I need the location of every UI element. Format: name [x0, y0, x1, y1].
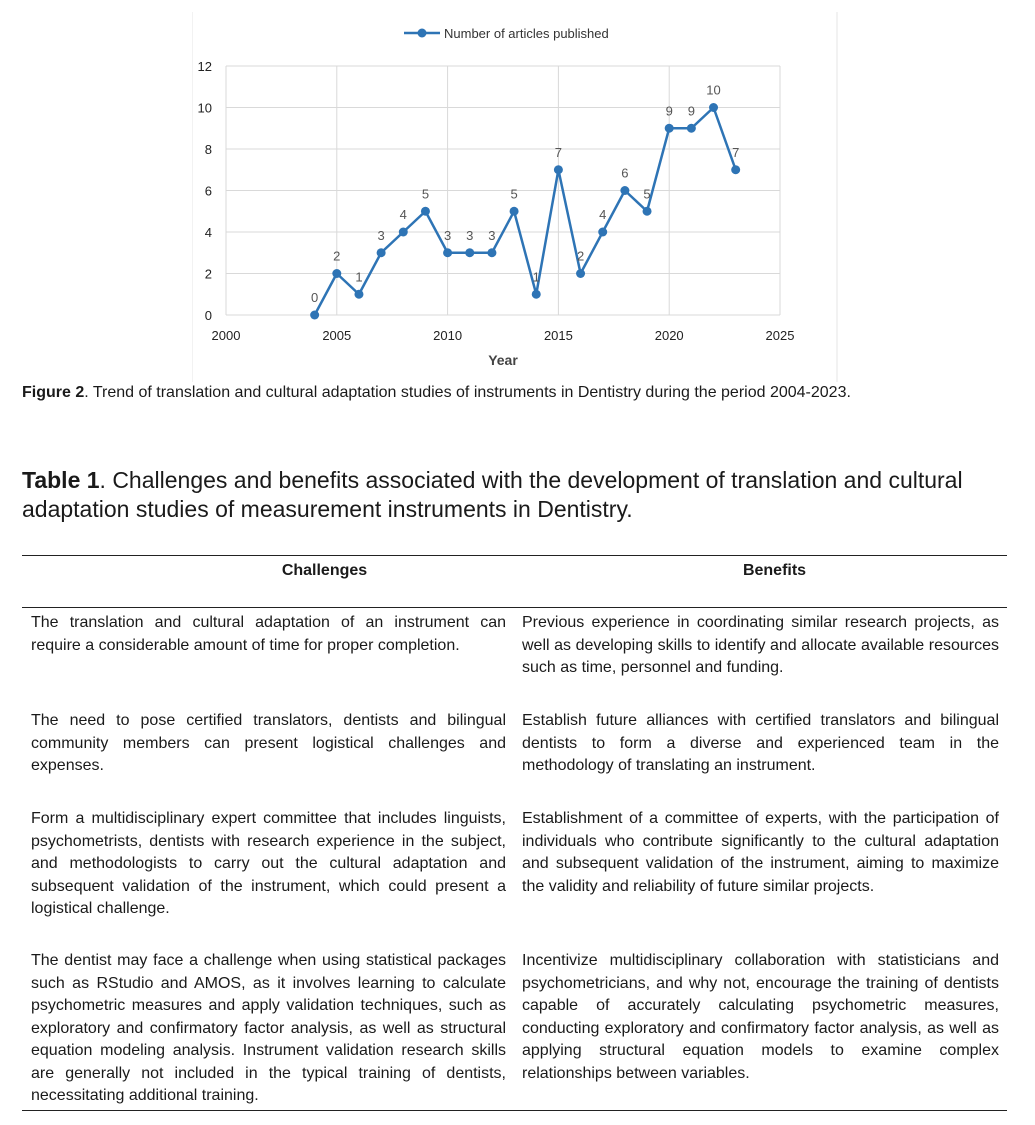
- data-point: [310, 311, 319, 320]
- table-title-label: Table 1: [22, 467, 100, 493]
- table-title: [22, 466, 1017, 524]
- row-2-benefit: Establish future alliances with certified translators and bilingual dentists to form a diverse and experienced team in the methodology of translating an instrument.: [522, 712, 999, 774]
- x-tick-label: 2005: [322, 328, 352, 343]
- table-bottom-rule: [22, 1110, 1007, 1111]
- y-tick-label: 8: [204, 142, 212, 157]
- data-point: [665, 124, 674, 133]
- data-label: 3: [377, 227, 385, 243]
- row-3-benefit: Establishment of a committee of experts, with the participation of individuals who contribute significantly to the cultural adaptation and subsequent validation of the instrument, aiming to maximize the validity and reliability of future similar projects.: [522, 810, 999, 895]
- y-tick-label: 4: [204, 225, 212, 240]
- data-label: 3: [466, 227, 474, 243]
- data-label: 10: [706, 82, 721, 98]
- data-point: [687, 124, 696, 133]
- data-point: [576, 269, 585, 278]
- header-challenges: Challenges: [281, 562, 368, 579]
- data-label: 3: [488, 227, 496, 243]
- y-tick-label: 6: [204, 183, 212, 199]
- data-point: [709, 103, 718, 112]
- series-line: [315, 108, 736, 316]
- data-point: [443, 248, 452, 257]
- row-3-challenge: Form a multidisciplinary expert committee that includes linguists, psychometrists, dentists with research experience in the subject, and methodologists to carry out the cultural adaptation and subsequent validation of the instrument, which could present a logistical challenge.: [31, 810, 506, 917]
- data-label: 4: [599, 207, 607, 222]
- row-4-benefit: Incentivize multidisciplinary collaboration with statisticians and psychometricians, and why not, encourage the training of dentists capable of accurately calculating psychometric measures, conducting exploratory and confirmatory factor analysis, as well as applying structural equation models to examine complex relationships between variables.: [522, 952, 999, 1082]
- data-label: 4: [399, 207, 407, 222]
- data-point: [532, 290, 541, 299]
- x-tick-label: 2025: [765, 328, 795, 343]
- data-point: [554, 165, 563, 174]
- x-tick-label: 2010: [433, 328, 463, 343]
- data-point: [731, 165, 740, 174]
- data-label: 9: [665, 103, 673, 119]
- chart-svg: [192, 12, 838, 382]
- y-tick-label: 12: [197, 59, 212, 74]
- table-top-rule: [22, 555, 1007, 556]
- data-label: 5: [421, 186, 430, 202]
- x-tick-label: 2015: [543, 328, 573, 343]
- data-point: [510, 207, 519, 216]
- y-tick-label: 0: [204, 308, 212, 323]
- data-point: [377, 248, 386, 257]
- data-label: 3: [443, 227, 452, 243]
- header-benefits: Benefits: [742, 562, 807, 579]
- data-label: 6: [621, 165, 629, 181]
- legend-marker: [418, 29, 427, 38]
- x-tick-label: 2020: [654, 328, 684, 343]
- data-point: [421, 207, 430, 216]
- data-point: [598, 228, 607, 237]
- data-point: [465, 248, 474, 257]
- data-point: [354, 290, 363, 299]
- x-axis-label: Year: [488, 352, 518, 368]
- data-label: 2: [333, 248, 341, 264]
- legend-label: Number of articles published: [444, 26, 609, 41]
- data-point: [487, 248, 496, 257]
- data-label: 7: [732, 144, 740, 160]
- data-point: [332, 269, 341, 278]
- data-label: 2: [576, 248, 585, 264]
- figure-caption-label: Figure 2: [22, 384, 85, 401]
- data-label: 5: [510, 186, 518, 202]
- figure-caption-text: . Trend of translation and cultural adaptation studies of instruments in Dentistry during the period 2004-2023.: [84, 384, 851, 401]
- row-1-benefit: Previous experience in coordinating similar research projects, as well as developing skills to identify and allocate available resources such as time, personnel and funding.: [522, 614, 999, 676]
- row-4-challenge: The dentist may face a challenge when using statistical packages such as RStudio and AMOS, as it involves learning to calculate psychometric measures and apply validation techniques, such as exploratory and confirmatory factor analysis, as well as structural equation modeling analysis. Instrument validation research skills are generally not included in the typical training of dentists, necessitating additional training.: [31, 952, 506, 1104]
- data-label: 9: [687, 103, 695, 119]
- data-point: [620, 186, 629, 195]
- y-tick-label: 2: [204, 266, 212, 282]
- y-tick-label: 10: [197, 100, 212, 116]
- data-label: 1: [355, 269, 363, 285]
- figure-caption: [22, 383, 1012, 403]
- data-point: [399, 228, 408, 237]
- x-tick-label: 2000: [211, 328, 241, 343]
- table-header-rule: [22, 607, 1007, 608]
- table-title-text: . Challenges and benefits associated with the development of translation and cultural adaptation studies of measurement instruments in Dentistry.: [22, 467, 963, 522]
- line-chart: [192, 12, 838, 382]
- data-label: 5: [643, 186, 651, 202]
- row-2-challenge: The need to pose certified translators, dentists and bilingual community members can present logistical challenges and expenses.: [31, 712, 506, 774]
- data-label: 7: [554, 144, 563, 160]
- data-label: 0: [311, 290, 319, 305]
- data-point: [643, 207, 652, 216]
- row-1-challenge: The translation and cultural adaptation of an instrument can require a considerable amount of time for proper completion.: [31, 614, 506, 654]
- data-label: 1: [532, 269, 540, 285]
